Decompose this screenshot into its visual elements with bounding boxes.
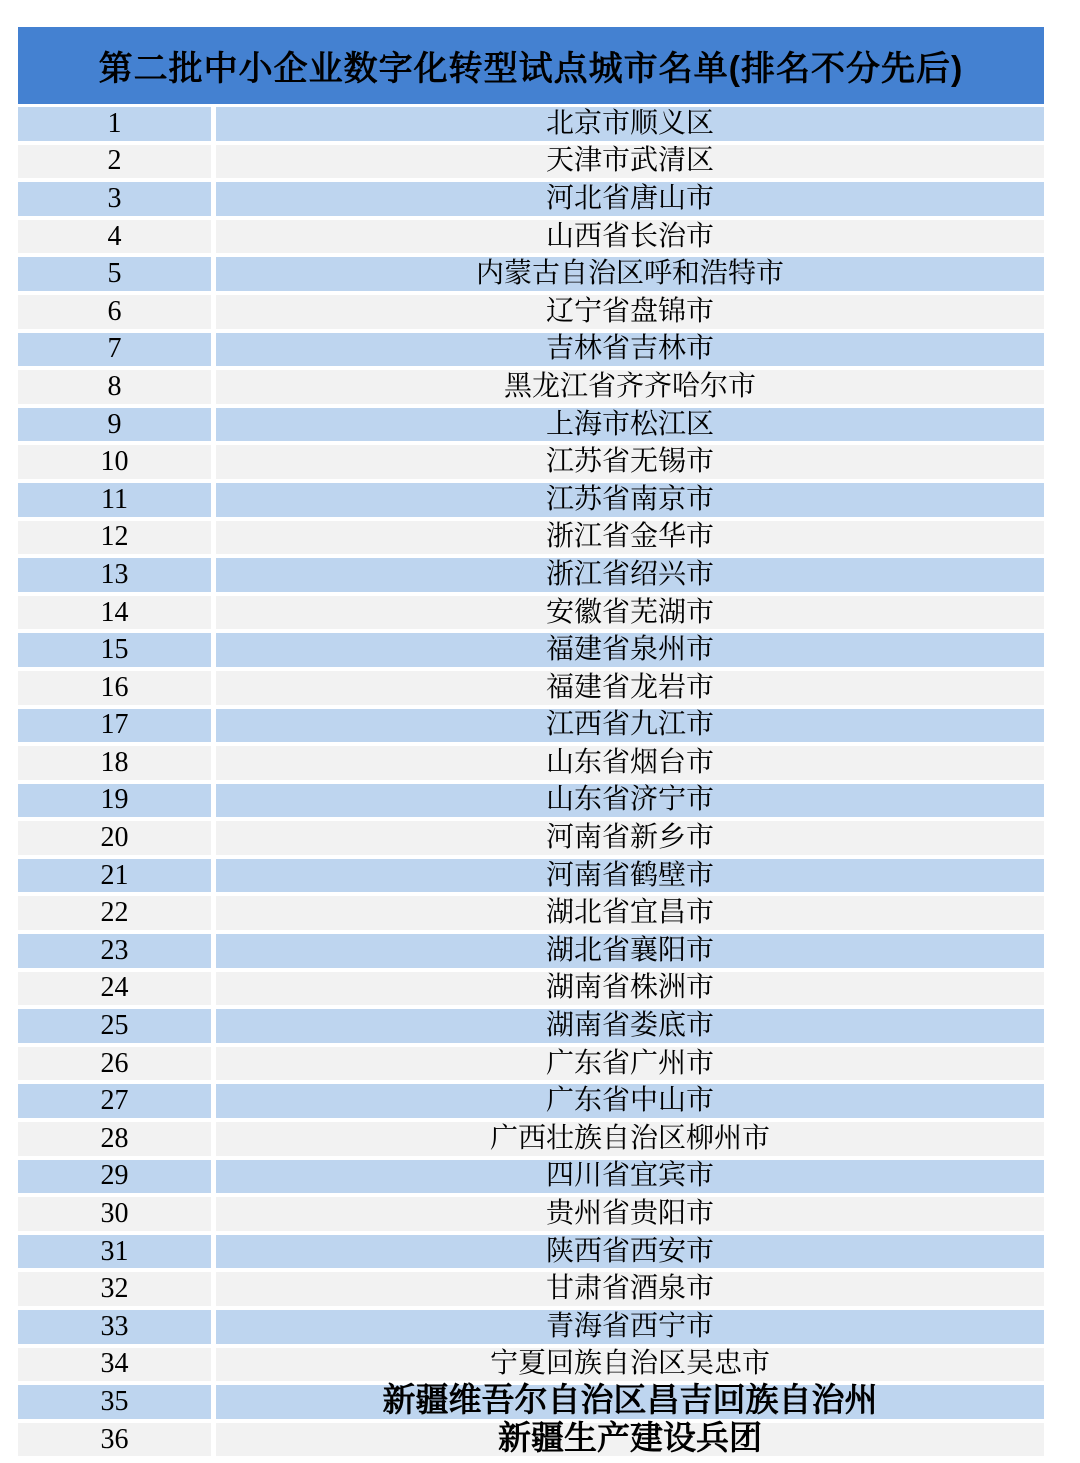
city-cell: 江苏省无锡市	[216, 445, 1044, 479]
rank-cell: 13	[18, 558, 211, 592]
table-row	[18, 1160, 1044, 1194]
rank-cell: 35	[18, 1385, 211, 1419]
table-row	[18, 1084, 1044, 1118]
table-row	[18, 182, 1044, 216]
city-cell: 浙江省金华市	[216, 521, 1044, 555]
rank-cell: 11	[18, 483, 211, 517]
table-row	[18, 896, 1044, 930]
rank-cell: 33	[18, 1310, 211, 1344]
table-row	[18, 1423, 1044, 1457]
table-row	[18, 107, 1044, 141]
city-cell: 湖北省宜昌市	[216, 896, 1044, 930]
rank-cell: 29	[18, 1160, 211, 1194]
table-title-bar	[18, 27, 1044, 104]
table-row	[18, 521, 1044, 555]
city-cell: 北京市顺义区	[216, 107, 1044, 141]
table-row	[18, 145, 1044, 179]
rank-cell: 24	[18, 972, 211, 1006]
city-cell: 广东省广州市	[216, 1047, 1044, 1081]
city-cell: 湖北省襄阳市	[216, 934, 1044, 968]
city-cell: 山东省济宁市	[216, 784, 1044, 818]
rank-cell: 32	[18, 1272, 211, 1306]
table-row	[18, 1122, 1044, 1156]
rank-cell: 26	[18, 1047, 211, 1081]
rank-cell: 22	[18, 896, 211, 930]
rank-cell: 34	[18, 1348, 211, 1382]
table-row	[18, 633, 1044, 667]
rank-cell: 6	[18, 295, 211, 329]
table-row	[18, 1385, 1044, 1419]
city-cell: 福建省泉州市	[216, 633, 1044, 667]
city-cell: 青海省西宁市	[216, 1310, 1044, 1344]
table-row	[18, 784, 1044, 818]
city-cell: 江苏省南京市	[216, 483, 1044, 517]
table-row	[18, 558, 1044, 592]
table-row	[18, 709, 1044, 743]
rank-cell: 7	[18, 333, 211, 367]
table-row	[18, 483, 1044, 517]
rank-cell: 19	[18, 784, 211, 818]
city-cell: 宁夏回族自治区吴忠市	[216, 1348, 1044, 1382]
city-cell: 天津市武清区	[216, 145, 1044, 179]
table-row	[18, 333, 1044, 367]
rank-cell: 36	[18, 1423, 211, 1457]
rank-cell: 4	[18, 220, 211, 254]
city-cell: 浙江省绍兴市	[216, 558, 1044, 592]
table-row	[18, 1348, 1044, 1382]
table-row	[18, 1197, 1044, 1231]
city-cell: 湖南省娄底市	[216, 1009, 1044, 1043]
table-row	[18, 972, 1044, 1006]
rank-cell: 17	[18, 709, 211, 743]
table-row	[18, 1009, 1044, 1043]
rank-cell: 9	[18, 408, 211, 442]
city-cell: 四川省宜宾市	[216, 1160, 1044, 1194]
city-cell: 内蒙古自治区呼和浩特市	[216, 257, 1044, 291]
table-row	[18, 1272, 1044, 1306]
city-cell: 广西壮族自治区柳州市	[216, 1122, 1044, 1156]
city-cell: 河南省鹤壁市	[216, 859, 1044, 893]
table-row	[18, 859, 1044, 893]
rank-cell: 23	[18, 934, 211, 968]
table-row	[18, 220, 1044, 254]
table-row	[18, 934, 1044, 968]
table-row	[18, 257, 1044, 291]
rank-cell: 15	[18, 633, 211, 667]
city-cell: 广东省中山市	[216, 1084, 1044, 1118]
rank-cell: 8	[18, 370, 211, 404]
rank-cell: 31	[18, 1235, 211, 1269]
rank-cell: 18	[18, 746, 211, 780]
rank-cell: 12	[18, 521, 211, 555]
rank-cell: 10	[18, 445, 211, 479]
city-cell: 河北省唐山市	[216, 182, 1044, 216]
city-cell: 山东省烟台市	[216, 746, 1044, 780]
pilot-cities-table	[18, 27, 1044, 1456]
table-row	[18, 1310, 1044, 1344]
rank-cell: 5	[18, 257, 211, 291]
city-cell: 辽宁省盘锦市	[216, 295, 1044, 329]
city-cell: 上海市松江区	[216, 408, 1044, 442]
table-row	[18, 408, 1044, 442]
table-row	[18, 445, 1044, 479]
table-row	[18, 295, 1044, 329]
table-row	[18, 821, 1044, 855]
table-row	[18, 1235, 1044, 1269]
table-title: 第二批中小企业数字化转型试点城市名单(排名不分先后)	[98, 50, 964, 88]
city-cell: 江西省九江市	[216, 709, 1044, 743]
rank-cell: 14	[18, 596, 211, 630]
rank-cell: 20	[18, 821, 211, 855]
rank-cell: 3	[18, 182, 211, 216]
city-cell: 山西省长治市	[216, 220, 1044, 254]
rank-cell: 1	[18, 107, 211, 141]
city-cell: 湖南省株洲市	[216, 972, 1044, 1006]
table-row	[18, 596, 1044, 630]
table-row	[18, 746, 1044, 780]
rank-cell: 21	[18, 859, 211, 893]
table-row	[18, 671, 1044, 705]
city-cell: 陕西省西安市	[216, 1235, 1044, 1269]
city-cell: 安徽省芜湖市	[216, 596, 1044, 630]
table-rows	[18, 107, 1044, 1456]
table-row	[18, 370, 1044, 404]
city-cell: 福建省龙岩市	[216, 671, 1044, 705]
table-row	[18, 1047, 1044, 1081]
rank-cell: 27	[18, 1084, 211, 1118]
city-cell: 吉林省吉林市	[216, 333, 1044, 367]
rank-cell: 30	[18, 1197, 211, 1231]
rank-cell: 2	[18, 145, 211, 179]
city-cell: 新疆维吾尔自治区昌吉回族自治州	[216, 1385, 1044, 1419]
city-cell: 黑龙江省齐齐哈尔市	[216, 370, 1044, 404]
city-cell: 贵州省贵阳市	[216, 1197, 1044, 1231]
city-cell: 新疆生产建设兵团	[216, 1423, 1044, 1457]
city-cell: 河南省新乡市	[216, 821, 1044, 855]
rank-cell: 25	[18, 1009, 211, 1043]
rank-cell: 16	[18, 671, 211, 705]
city-cell: 甘肃省酒泉市	[216, 1272, 1044, 1306]
rank-cell: 28	[18, 1122, 211, 1156]
